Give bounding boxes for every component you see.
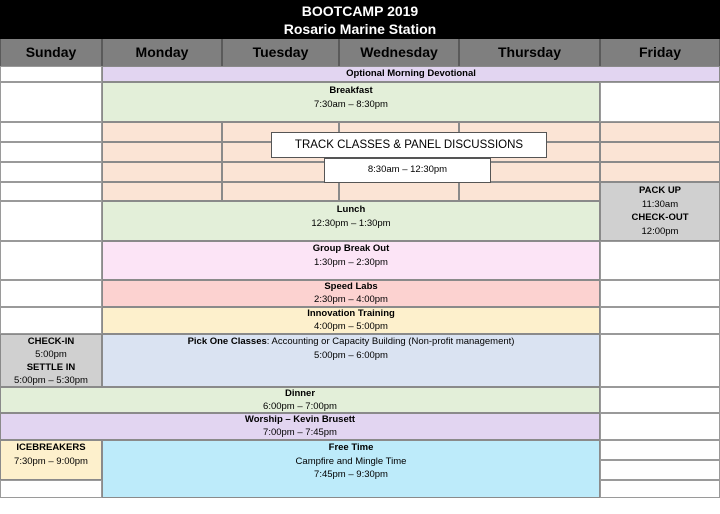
breakfast-block (102, 82, 600, 122)
track-cell (102, 142, 222, 162)
empty-cell (0, 280, 102, 307)
empty-cell (600, 480, 720, 498)
checkin-block (0, 334, 102, 387)
checkout-time: 12:00pm (641, 225, 679, 237)
breakfast-title: Breakfast (329, 85, 373, 96)
empty-cell (600, 460, 720, 480)
empty-cell (0, 82, 102, 122)
breakout-block (102, 241, 600, 280)
empty-cell (600, 334, 720, 387)
empty-cell (600, 387, 720, 413)
speedlabs-title: Speed Labs (324, 281, 378, 292)
empty-cell (600, 440, 720, 460)
worship-time: 7:00pm – 7:45pm (263, 426, 337, 438)
empty-cell (0, 122, 102, 142)
icebreakers-block (0, 440, 102, 480)
packup-block (600, 182, 720, 241)
empty-cell (0, 480, 102, 498)
dinner-time: 6:00pm – 7:00pm (263, 400, 337, 412)
empty-cell (600, 307, 720, 334)
breakout-time: 1:30pm – 2:30pm (314, 256, 388, 268)
pickone-line (103, 335, 599, 349)
dinner-title: Dinner (284, 388, 316, 399)
day-header-tuesday: Tuesday (222, 39, 339, 66)
freetime-title: Free Time (328, 442, 374, 453)
lunch-block (102, 201, 600, 241)
track-cell (222, 162, 339, 182)
lunch-time: 12:30pm – 1:30pm (311, 217, 391, 229)
packup-time: 11:30am (641, 198, 679, 210)
title-bar (0, 0, 720, 39)
freetime-time: 7:45pm – 9:30pm (314, 469, 388, 480)
freetime-block (102, 440, 600, 498)
track-cell (459, 182, 600, 201)
checkout-title: CHECK-OUT (631, 212, 689, 223)
track-cell (102, 122, 222, 142)
innovation-title: Innovation Training (307, 308, 395, 319)
empty-cell (0, 201, 102, 241)
devotional-title: Optional Morning Devotional (346, 68, 476, 79)
speedlabs-block (102, 280, 600, 307)
icebreakers-time: 7:30pm – 9:00pm (14, 455, 88, 467)
track-cell (600, 122, 720, 142)
checkin-time: 5:00pm (35, 349, 67, 360)
day-header-monday: Monday (102, 39, 222, 66)
devotional-block (102, 66, 720, 82)
dinner-block (0, 387, 600, 413)
checkin-title: CHECK-IN (27, 336, 75, 347)
empty-cell (600, 241, 720, 280)
empty-cell (0, 307, 102, 334)
empty-cell (600, 413, 720, 440)
track-cell (600, 162, 720, 182)
pickone-time: 5:00pm – 6:00pm (314, 349, 388, 361)
event-location: Rosario Marine Station (283, 21, 437, 37)
innovation-time: 4:00pm – 5:00pm (314, 320, 388, 332)
empty-cell (0, 66, 102, 82)
packup-title: PACK UP (638, 185, 682, 196)
settlein-title: SETTLE IN (26, 362, 76, 373)
track-cell (102, 182, 222, 201)
icebreakers-title: ICEBREAKERS (16, 442, 86, 453)
pickone-description: : Accounting or Capacity Building (Non-profit management) (266, 336, 515, 347)
pickone-title: Pick One Classes (187, 336, 267, 347)
empty-cell (600, 82, 720, 122)
day-header-thursday: Thursday (459, 39, 600, 66)
track-cell (600, 142, 720, 162)
empty-cell (600, 280, 720, 307)
event-title: BOOTCAMP 2019 (301, 3, 419, 19)
empty-cell (0, 241, 102, 280)
day-header-wednesday: Wednesday (339, 39, 459, 66)
track-cell (339, 182, 459, 201)
empty-cell (0, 182, 102, 201)
empty-cell (0, 162, 102, 182)
speedlabs-time: 2:30pm – 4:00pm (314, 293, 388, 305)
track-cell (102, 162, 222, 182)
freetime-subtitle: Campfire and Mingle Time (295, 455, 407, 467)
breakfast-time: 7:30am – 8:30pm (314, 98, 388, 110)
worship-block (0, 413, 600, 440)
pickone-block (102, 334, 600, 387)
innovation-block (102, 307, 600, 334)
breakout-title: Group Break Out (312, 243, 390, 254)
worship-title: Worship – Kevin Brusett (244, 414, 356, 425)
track-classes-time: 8:30am – 12:30pm (324, 158, 491, 183)
empty-cell (0, 142, 102, 162)
settlein-time: 5:00pm – 5:30pm (14, 375, 88, 386)
track-classes-title: TRACK CLASSES & PANEL DISCUSSIONS (271, 132, 547, 158)
track-cell (222, 182, 339, 201)
day-header-sunday: Sunday (0, 39, 102, 66)
day-header-friday: Friday (600, 39, 720, 66)
lunch-title: Lunch (336, 204, 366, 215)
